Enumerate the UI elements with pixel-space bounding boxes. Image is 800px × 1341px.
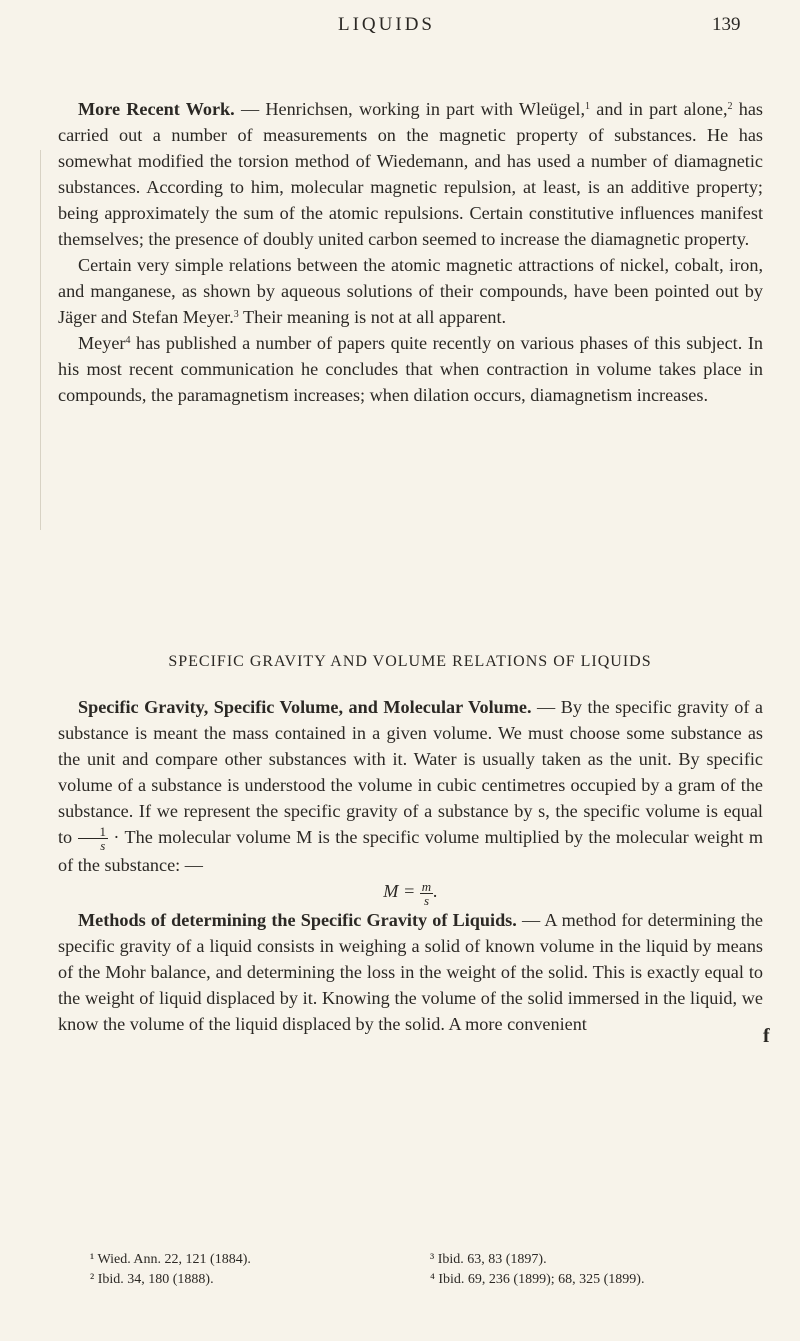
footnotes	[90, 1250, 770, 1290]
running-header-title: LIQUIDS	[338, 14, 435, 35]
paragraph-meyer	[58, 330, 763, 408]
footnote-ref: 4	[125, 335, 131, 346]
paragraph-text: has carried out a number of measurements on the magnetic property of substances. He has somewhat modified the torsion method of Wiedemann, and has used a number of diamagnetic substances. According to him, molecular magnetic repulsion, at least, is an additive property; being approximately the sum of the atomic repulsions. Certain constitutive influences manifest themselves; the presence of doubly united carbon seemed to increase the diamagnetic property.	[58, 99, 763, 249]
formula-lhs: M =	[383, 881, 416, 902]
footnote-row	[90, 1270, 770, 1290]
formula-fraction	[420, 880, 433, 907]
heading-more-recent-work: More Recent Work.	[78, 99, 235, 119]
paragraph-text: · The molecular volume M is the specific volume multiplied by the molecular weight m of the substance: —	[58, 827, 764, 876]
paragraph-text: Their meaning is not at all apparent.	[238, 307, 507, 327]
footnote-ref: 2	[727, 101, 733, 112]
formula-denominator: s	[423, 892, 430, 908]
section-heading: SPECIFIC GRAVITY AND VOLUME RELATIONS OF LIQUIDS	[168, 653, 652, 670]
page-number: 139	[712, 14, 741, 35]
formula-period: .	[433, 881, 438, 902]
paragraph-text: and in part alone,	[590, 99, 728, 119]
paragraph-methods	[58, 907, 763, 1037]
footnote-3: ³ Ibid. 63, 83 (1897).	[430, 1252, 547, 1267]
paragraph-text: — Henrichsen, working in part with Wleügel,	[234, 99, 586, 119]
footnote-2: ² Ibid. 34, 180 (1888).	[90, 1272, 214, 1287]
heading-methods: Methods of determining the Specific Gravity of Liquids.	[78, 909, 517, 930]
formula-molecular-volume	[58, 878, 763, 906]
paragraph-specific-gravity	[58, 694, 763, 878]
paragraph-text: has published a number of papers quite recently on various phases of this subject. In his most recent communication he concludes that when contraction in volume takes place in compounds, the paramagnetism increases; when dilation occurs, diamagnetism increases.	[58, 333, 763, 405]
paragraph-text: — By the specific gravity of a substance is meant the mass contained in a given volume. We must choose some substance as the unit and compare other substances with it. Water is usually taken as the unit. By specific volume of a substance is understood the volume in cubic centimetres occupied by a gram of the substance. If we represent the specific gravity of a substance by s, the specific volume is equal to	[58, 697, 763, 847]
footnote-row	[90, 1250, 770, 1270]
footnote-4: ⁴ Ibid. 69, 236 (1899); 68, 325 (1899).	[430, 1272, 645, 1287]
formula-numerator: m	[421, 878, 432, 894]
footnote-ref: 1	[585, 101, 591, 112]
binding-shadow-line	[40, 150, 41, 530]
footnote-ref: 3	[233, 309, 239, 320]
paragraph-certain-relations	[58, 252, 763, 330]
paragraph-text: — A method for determining the specific gravity of a liquid consists in weighing a solid of known volume in the liquid by means of the Mohr balance, and determining the loss in the weight of the solid. This is exactly equal to the weight of liquid displaced by it. Knowing the volume of the solid immersed in the liquid, we know the volume of the liquid displaced by the solid. A more convenient	[58, 909, 763, 1034]
fraction-denominator: s	[100, 838, 106, 854]
fraction-numerator: 1	[78, 825, 109, 839]
text-block-top	[58, 96, 763, 408]
paragraph-text: Certain very simple relations between the atomic magnetic attractions of nickel, cobalt, iron, and manganese, as shown by aqueous solutions of their compounds, have been pointed out by Jäger and Stefan Meyer.	[58, 255, 763, 327]
text-block-bottom	[58, 694, 763, 1037]
paragraph-more-recent-work	[58, 96, 763, 252]
footnote-1: ¹ Wied. Ann. 22, 121 (1884).	[90, 1252, 251, 1267]
paragraph-text: Meyer	[78, 333, 126, 353]
margin-mark: f	[763, 1025, 770, 1047]
heading-specific-gravity: Specific Gravity, Specific Volume, and Molecular Volume.	[78, 697, 532, 717]
fraction-one-over-s	[78, 825, 109, 852]
